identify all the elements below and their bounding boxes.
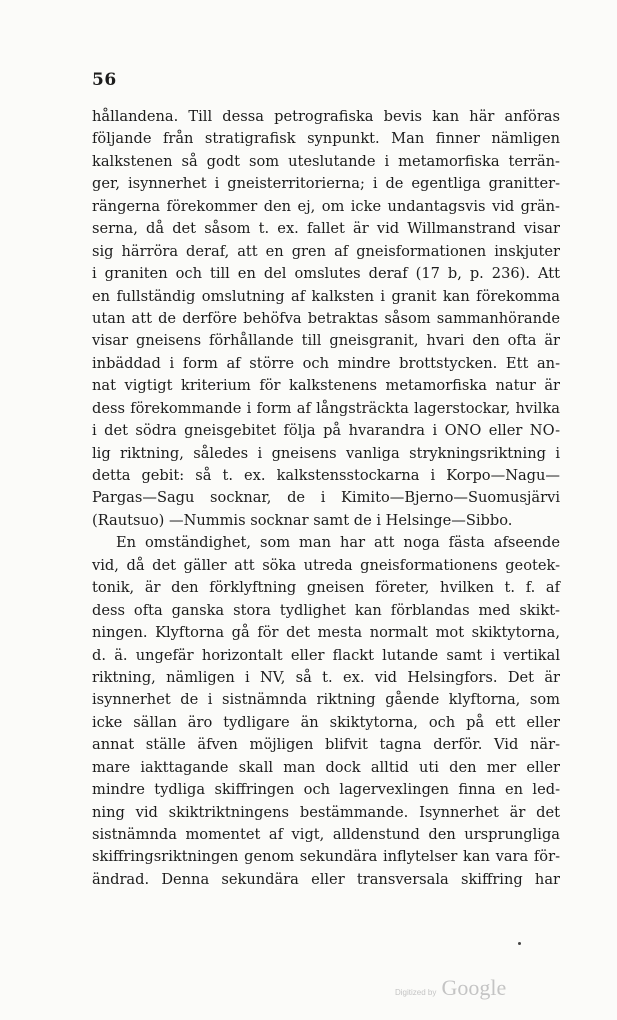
text-line: detta gebit: så t. ex. kalkstensstockarna i Korpo—Nagu—	[92, 467, 560, 484]
text-line: ningen. Klyftorna gå för det mesta normalt mot skiktytorna,	[92, 624, 560, 642]
text-line: lig riktning, således i gneisens vanliga strykningsriktning i	[92, 444, 560, 462]
text-line: icke sällan äro tydligare än skiktytorna, och på ett eller	[92, 713, 560, 731]
text-line: utan att de derföre behöfva betraktas såsom sammanhörande	[92, 309, 560, 327]
digitized-watermark	[395, 975, 506, 1001]
text-line: Pargas—Sagu socknar, de i Kimito—Bjerno—Suomusjärvi	[92, 489, 560, 507]
text-line: vid, då det gäller att söka utreda gneisformationens geotek-	[92, 556, 560, 574]
text-line: mindre tydliga skiffringen och lagervexlingen finna en led-	[92, 781, 560, 799]
text-line: dess ofta ganska stora tydlighet kan förblandas med skikt-	[92, 601, 560, 619]
text-line: i det södra gneisgebitet följa på hvarandra i ONO eller NO-	[92, 422, 560, 440]
text-line: (Rautsuo) —Nummis socknar samt de i Helsinge—Sibbo.	[92, 511, 513, 529]
text-line: ändrad. Denna sekundära eller transversala skiffring har	[92, 870, 560, 888]
body-text	[92, 106, 560, 891]
text-line: isynnerhet de i sistnämnda riktning gående klyftorna, som	[92, 691, 560, 709]
text-line: skiffringsriktningen genom sekundära inflytelser kan vara för-	[92, 848, 560, 866]
text-line: tonik, är den förklyftning gneisen företer, hvilken t. f. af	[92, 579, 560, 597]
text-line: riktning, nämligen i NV, så t. ex. vid Helsingfors. Det är	[92, 668, 560, 686]
text-line: visar gneisens förhållande till gneisgranit, hvari den ofta är	[92, 332, 560, 350]
text-line: nat vigtigt kriterium för kalkstenens metamorfiska natur är	[92, 377, 560, 395]
stray-mark	[518, 942, 521, 945]
text-line: serna, då det såsom t. ex. fallet är vid Willmanstrand visar	[92, 220, 560, 238]
text-line: i graniten och till en del omslutes deraf (17 b, p. 236). Att	[92, 265, 560, 283]
text-line: sistnämnda momentet af vigt, alldenstund den ursprungliga	[92, 826, 560, 843]
text-line: d. ä. ungefär horizontalt eller flackt lutande samt i vertikal	[92, 646, 560, 664]
text-line: rängerna förekommer den ej, om icke undantagsvis vid grän-	[92, 197, 560, 215]
watermark-logo-text: Google	[441, 975, 507, 1000]
text-line: annat ställe äfven möjligen blifvit tagna derför. Vid när-	[92, 736, 560, 754]
text-line: En omständighet, som man har att noga fästa afseende	[116, 534, 560, 552]
text-line: inbäddad i form af större och mindre brottstycken. Ett an-	[92, 354, 560, 372]
text-line: en fullständig omslutning af kalksten i granit kan förekomma	[92, 287, 560, 305]
text-line: sig härröra deraf, att en gren af gneisformationen inskjuter	[92, 242, 560, 260]
text-line: följande från stratigrafisk synpunkt. Man finner nämligen	[92, 130, 560, 148]
text-line: hållandena. Till dessa petrografiska bevis kan här anföras	[92, 108, 560, 125]
page-number: 56	[92, 70, 117, 90]
text-line: dess förekommande i form af långsträckta lagerstockar, hvilka	[92, 399, 560, 417]
watermark-small-text: Digitized by	[395, 988, 437, 997]
text-line: ger, isynnerhet i gneisterritorierna; i de egentliga granitter-	[92, 175, 560, 193]
text-line: ning vid skiktriktningens bestämmande. Isynnerhet är det	[92, 803, 560, 821]
text-line: mare iakttagande skall man dock alltid uti den mer eller	[92, 758, 560, 776]
text-line: kalkstenen så godt som uteslutande i metamorfiska terrän-	[92, 152, 560, 170]
